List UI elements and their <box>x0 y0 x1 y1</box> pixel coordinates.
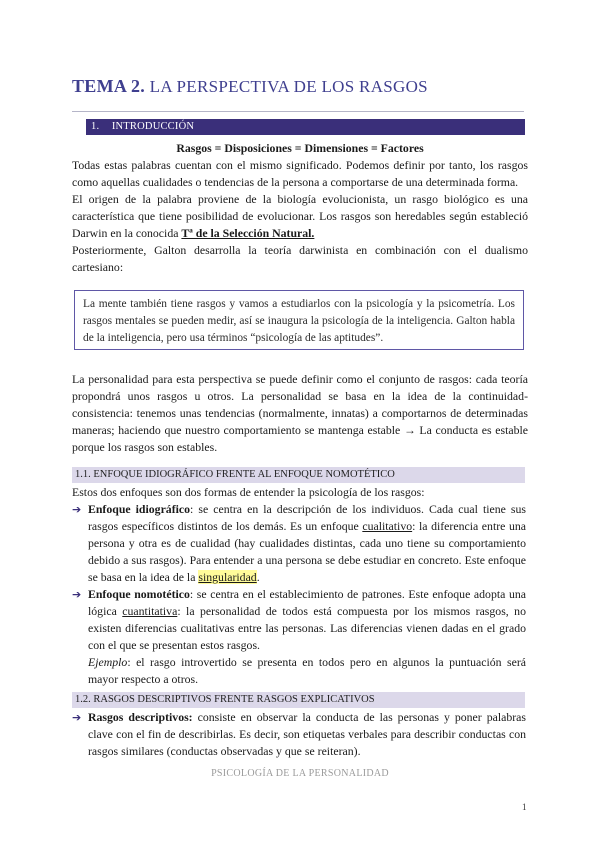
page-number: 1 <box>522 802 527 812</box>
term-nomothetic: Enfoque nomotético <box>88 587 190 601</box>
bullet-nomothetic <box>72 586 526 688</box>
term-cuantitativa: cuantitativa <box>122 604 178 618</box>
title-prefix: TEMA 2. <box>72 76 146 96</box>
arrow-bullet-icon: ➔ <box>72 503 82 516</box>
bullet-text: : la personalidad de todos está compuesta por los mismos rasgos, no existen diferencias cualitativas entre las personas. Las diferencias vienen dadas en el grado con el que se presentan estos rasgos. <box>88 604 526 652</box>
section-number: 1. <box>91 121 100 132</box>
example-text: : el rasgo introvertido se presenta en todos pero en algunos la puntuación será mayor respecto a otros. <box>88 655 526 686</box>
subsection-header-1-2: 1.2. RASGOS DESCRIPTIVOS FRENTE RASGOS EXPLICATIVOS <box>72 692 525 708</box>
term-singularidad: singularidad <box>198 570 257 584</box>
section-header-introduccion <box>86 119 525 135</box>
paragraph-approaches: Estos dos enfoques son dos formas de entender la psicología de los rasgos: <box>72 485 425 499</box>
arrow-bullet-icon: ➔ <box>72 588 82 601</box>
page-footer: PSICOLOGÍA DE LA PERSONALIDAD <box>211 768 389 779</box>
galton-callout-box: La mente también tiene rasgos y vamos a estudiarlos con la psicología y la psicometría. Los rasgos mentales se pueden medir, así se inaugura la psicología de la inteligencia. Galton habla de la inteligencia, pero usa términos “psicología de las aptitudes”. <box>74 290 524 350</box>
paragraph-origin-text: El origen de la palabra proviene de la biología evolucionista, un rasgo biológico es una característica que tiene posibilidad de evolucionar. Los rasgos son heredables según estableció Darwin en la conocida <box>72 192 528 240</box>
paragraph-definition-text: Todas estas palabras cuentan con el mismo significado. Podemos definir por tanto, los rasgos como aquellas cualidades o tendencias de la persona a comportarse de una determinada forma. <box>72 158 528 189</box>
paragraph-personality: La personalidad para esta perspectiva se puede definir como el conjunto de rasgos: cada teoría propondrá unos rasgos u otros. La personalidad se basa en la idea de la continuidad-consistencia: tenemos unas tendencias (normalmente, innatas) a comportarnos de determinadas maneras; haciendo que nuestro comportamiento se mantenga estable → La conducta es estable porque los rasgos son estables. <box>72 372 528 454</box>
bullet-text: . <box>256 570 260 584</box>
equation-line: Rasgos = Disposiciones = Dimensiones = Factores <box>176 141 424 155</box>
arrow-bullet-icon: ➔ <box>72 711 82 724</box>
title-text: LA PERSPECTIVA DE LOS RASGOS <box>149 77 428 96</box>
subsection-header-1-1: 1.1. ENFOQUE IDIOGRÁFICO FRENTE AL ENFOQUE NOMOTÉTICO <box>72 467 525 483</box>
bullet-text: : la diferencia entre una persona y otra es de cualidad (hay cualidades distintas, cada uno tiene su comportamiento debido a sus rasgos). Para entender a una persona se debe estudiar en concreto. Este enfoque se basa en la idea de la <box>88 519 526 584</box>
bullet-text: : se centra en la descripción de los individuos. Cada cual tiene sus rasgos específicos distintos de los demás. Es un enfoque <box>88 502 527 533</box>
page-title <box>72 76 532 97</box>
paragraph-definition <box>72 157 528 276</box>
bullet-text: consiste en observar la conducta de las personas y poner palabras clave con el fin de describirlas. Es decir, son etiquetas verbales para describir conductas con rasgos similares (conductas observadas y que se reiteran). <box>88 710 526 758</box>
paragraph-galton-text: Posteriormente, Galton desarrolla la teoría darwinista en combinación con el dualismo cartesiano: <box>72 243 528 274</box>
title-divider <box>72 111 524 112</box>
term-descriptive-traits: Rasgos descriptivos: <box>88 710 193 724</box>
natural-selection-term: Tª de la Selección Natural. <box>181 226 315 240</box>
bullet-text: : se centra en el establecimiento de patrones. Este enfoque adopta una lógica <box>88 587 526 618</box>
section-title: INTRODUCCIÓN <box>111 121 195 132</box>
bullet-descriptive-traits <box>72 709 526 760</box>
term-cualitativo: cualitativo <box>362 519 413 533</box>
term-idiographic: Enfoque idiográfico <box>88 502 191 516</box>
example-label: Ejemplo <box>88 655 128 669</box>
bullet-idiographic <box>72 501 527 586</box>
